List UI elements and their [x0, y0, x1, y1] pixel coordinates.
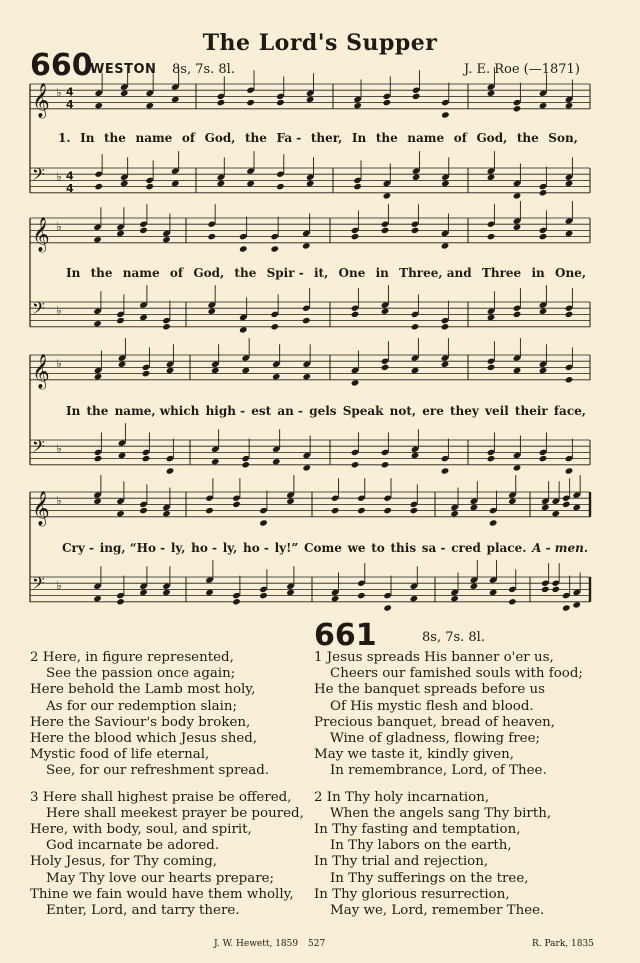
note-head	[487, 364, 496, 371]
note-head	[381, 461, 390, 468]
note-head	[487, 174, 496, 181]
note-head	[441, 361, 450, 368]
note-head	[551, 586, 560, 593]
note-head	[217, 99, 226, 106]
note-head	[142, 370, 151, 377]
left-verse-column	[30, 650, 304, 929]
time-signature-bottom: 4	[66, 97, 74, 111]
note-head	[513, 367, 522, 374]
note-head	[513, 311, 522, 318]
note-head	[513, 224, 522, 231]
note-head	[302, 464, 311, 471]
note-head	[93, 595, 102, 602]
note-head	[487, 455, 496, 462]
note-head	[145, 183, 154, 190]
note-head	[232, 598, 241, 605]
hymn-number-660: 660	[30, 48, 93, 83]
note-head	[331, 595, 340, 602]
note-head	[205, 589, 214, 596]
note-head	[246, 99, 255, 106]
note-head	[450, 510, 459, 517]
note-head	[171, 180, 180, 187]
note-head	[139, 589, 148, 596]
note-head	[207, 308, 216, 315]
lyric-line-3: In the name, which high - est an - gels Speak not, ere they veil their face,	[66, 404, 586, 418]
note-head	[93, 236, 102, 243]
note-head	[217, 180, 226, 187]
note-head	[118, 452, 127, 459]
note-head	[94, 183, 103, 190]
note-head	[411, 323, 420, 330]
note-head	[381, 308, 390, 315]
note-head	[205, 507, 214, 514]
note-head	[470, 583, 479, 590]
note-head	[120, 180, 129, 187]
note-head	[120, 90, 129, 97]
note-head	[539, 367, 548, 374]
note-head	[93, 320, 102, 327]
note-head	[162, 236, 171, 243]
note-head	[383, 192, 392, 199]
time-signature-top: 4	[66, 85, 74, 99]
note-head	[489, 589, 498, 596]
note-head	[331, 507, 340, 514]
bass-clef: 𝄢	[32, 572, 45, 597]
time-signature-top: 4	[66, 169, 74, 183]
note-head	[541, 586, 550, 593]
treble-clef: 𝄞	[32, 83, 50, 119]
note-head	[302, 373, 311, 380]
note-head	[139, 314, 148, 321]
key-flat: ♭	[56, 356, 62, 371]
note-head	[286, 589, 295, 596]
stanza-660-3: 3 Here shall highest praise be offered, Here shall meekest prayer be poured, Here, with body, soul, and spirit, God incarnate be adored. Holy Jesus, for Thy coming, May Thy love our hearts prepare; Thine we fain would have them wholly, Enter, Lord, and tarry there.	[30, 789, 304, 919]
note-head	[162, 589, 171, 596]
note-head	[353, 183, 362, 190]
note-head	[166, 467, 175, 474]
note-head	[539, 102, 548, 109]
note-head	[565, 376, 574, 383]
note-head	[565, 180, 574, 187]
note-head	[487, 90, 496, 97]
note-head	[411, 452, 420, 459]
note-head	[272, 373, 281, 380]
meter-661: 8s, 7s. 8l.	[422, 630, 485, 645]
note-head	[541, 504, 550, 511]
note-head	[207, 233, 216, 240]
note-head	[508, 598, 517, 605]
note-head	[306, 180, 315, 187]
note-head	[539, 233, 548, 240]
note-head	[562, 604, 571, 611]
note-head	[487, 314, 496, 321]
lyric-line-2: In the name of God, the Spir - it, One in Three, and Three in One,	[66, 266, 586, 280]
note-head	[145, 102, 154, 109]
note-head	[241, 367, 250, 374]
note-head	[410, 507, 419, 514]
note-head	[412, 93, 421, 100]
note-head	[565, 467, 574, 474]
note-head	[351, 379, 360, 386]
right-verse-column	[314, 650, 583, 929]
note-head	[270, 323, 279, 330]
note-head	[116, 598, 125, 605]
note-head	[116, 317, 125, 324]
treble-clef: 𝄞	[32, 354, 50, 390]
note-head	[241, 461, 250, 468]
key-flat: ♭	[56, 85, 62, 100]
composer: J. E. Roe (—1871)	[464, 62, 580, 77]
note-head	[565, 230, 574, 237]
lyric-line-1: 1. In the name of God, the Fa - ther, In the name of God, the Son,	[58, 131, 578, 145]
note-head	[513, 464, 522, 471]
note-head	[551, 510, 560, 517]
note-head	[351, 461, 360, 468]
note-head	[139, 507, 148, 514]
note-head	[565, 102, 574, 109]
note-head	[381, 364, 390, 371]
hymn-number-661: 661	[314, 618, 377, 653]
key-flat: ♭	[56, 493, 62, 508]
bass-clef: 𝄢	[32, 297, 45, 322]
note-head	[239, 326, 248, 333]
note-head	[383, 99, 392, 106]
note-head	[270, 245, 279, 252]
bass-clef: 𝄢	[32, 435, 45, 460]
bass-clef: 𝄢	[32, 163, 45, 188]
key-flat: ♭	[56, 441, 62, 456]
treble-clef: 𝄞	[32, 491, 50, 527]
page-number: 527	[308, 939, 326, 949]
note-head	[441, 242, 450, 249]
stanza-661-1: 1 Jesus spreads His banner o'er us, Cheers our famished souls with food; He the banquet spreads before us Of His mystic flesh and blood. Precious banquet, bread of heaven, Wine of gladness, flowing free; May we taste it, kindly given, In remembrance, Lord, of Thee.	[314, 650, 583, 779]
note-head	[211, 458, 220, 465]
lyric-line-4: Cry - ing, “Ho - ly, ho - ly, ho - ly!” Come we to this sa - cred place. A - men.	[62, 541, 588, 555]
note-head	[142, 455, 151, 462]
note-head	[162, 510, 171, 517]
note-head	[441, 111, 450, 118]
note-head	[162, 323, 171, 330]
note-head	[487, 233, 496, 240]
note-head	[539, 455, 548, 462]
note-head	[232, 501, 241, 508]
note-head	[93, 498, 102, 505]
note-head	[353, 102, 362, 109]
meter-660: 8s, 7s. 8l.	[172, 62, 235, 77]
tune-name: WESTON	[90, 62, 157, 77]
note-head	[118, 361, 127, 368]
note-head	[383, 604, 392, 611]
treble-clef: 𝄞	[32, 217, 50, 253]
note-head	[211, 367, 220, 374]
note-head	[302, 317, 311, 324]
key-flat: ♭	[56, 169, 62, 184]
note-head	[381, 227, 390, 234]
note-head	[272, 458, 281, 465]
note-head	[276, 183, 285, 190]
note-head	[411, 227, 420, 234]
note-head	[259, 519, 268, 526]
note-head	[470, 504, 479, 511]
stanza-661-2: 2 In Thy holy incarnation, When the angels sang Thy birth, In Thy fasting and temptation, In Thy labors on the earth, In Thy trial and rejection, In Thy sufferings on the tree, In Thy glorious resurrection, May we, Lord, remember Thee.	[314, 789, 552, 919]
note-head	[166, 367, 175, 374]
note-head	[302, 242, 311, 249]
note-head	[246, 180, 255, 187]
attribution-right: R. Park, 1835	[532, 939, 594, 949]
note-head	[441, 467, 450, 474]
note-head	[259, 592, 268, 599]
note-head	[539, 308, 548, 315]
note-head	[306, 96, 315, 103]
note-head	[351, 311, 360, 318]
note-head	[411, 367, 420, 374]
note-head	[441, 180, 450, 187]
note-head	[94, 455, 103, 462]
note-head	[357, 592, 366, 599]
key-flat: ♭	[56, 303, 62, 318]
note-head	[412, 174, 421, 181]
note-head	[116, 510, 125, 517]
key-flat: ♭	[56, 578, 62, 593]
attribution-left: J. W. Hewett, 1859	[214, 939, 299, 949]
note-head	[351, 233, 360, 240]
page-title: The Lord's Supper	[202, 30, 438, 56]
note-head	[139, 227, 148, 234]
note-head	[276, 99, 285, 106]
key-flat: ♭	[56, 219, 62, 234]
note-head	[513, 192, 522, 199]
note-head	[94, 373, 103, 380]
stanza-660-2: 2 Here, in figure represented, See the passion once again; Here behold the Lamb most holy, As for our redemption slain; Here the Saviour's body broken, Here the blood which Jesus shed, Mystic food of life eternal, See, for our refreshment spread.	[30, 650, 270, 779]
note-head	[239, 245, 248, 252]
note-head	[450, 595, 459, 602]
note-head	[572, 504, 581, 511]
note-head	[116, 230, 125, 237]
note-head	[562, 501, 571, 508]
note-head	[410, 595, 419, 602]
note-head	[508, 498, 517, 505]
time-signature-bottom: 4	[66, 181, 74, 195]
note-head	[565, 311, 574, 318]
note-head	[171, 96, 180, 103]
note-head	[357, 507, 366, 514]
note-head	[572, 601, 581, 608]
note-head	[539, 189, 548, 196]
note-head	[286, 498, 295, 505]
note-head	[513, 105, 522, 112]
note-head	[441, 323, 450, 330]
note-head	[489, 519, 498, 526]
note-head	[94, 102, 103, 109]
note-head	[383, 507, 392, 514]
